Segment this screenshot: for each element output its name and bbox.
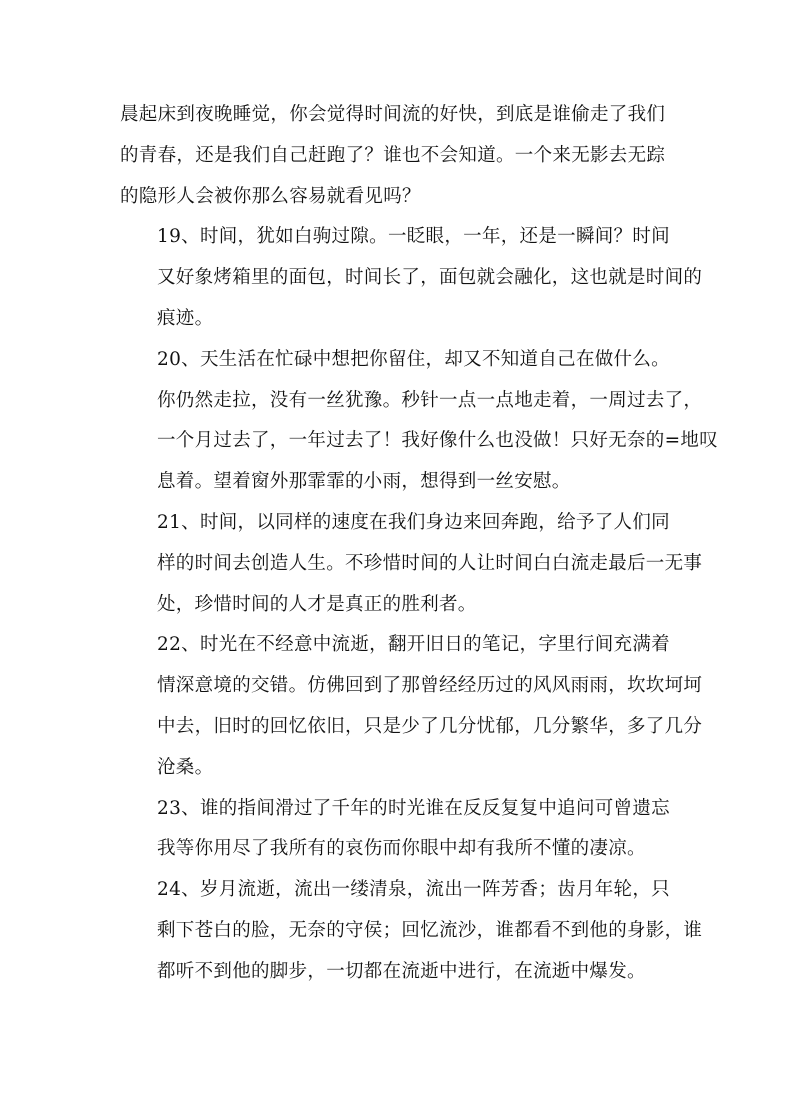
text-line: 痕迹。: [157, 307, 214, 329]
text-line: 剩下苍白的脸，无奈的守侯；回忆流沙，谁都看不到他的身影，谁: [157, 919, 703, 941]
text-line: 处，珍惜时间的人才是真正的胜利者。: [157, 593, 477, 615]
text-line: 22、时光在不经意中流逝，翻开旧日的笔记，字里行间充满着: [157, 634, 670, 656]
paragraph-20: [120, 340, 719, 503]
text-line: 晨起床到夜晚睡觉，你会觉得时间流的好快，到底是谁偷走了我们: [120, 104, 666, 125]
text-line: 情深意境的交错。仿佛回到了那曾经经历过的风风雨雨，坎坎坷坷: [157, 675, 703, 697]
text-line: 24、岁月流逝，流出一缕清泉，流出一阵芳香；齿月年轮，只: [157, 879, 670, 901]
text-line: 20、天生活在忙碌中想把你留住，却又不知道自己在做什么。: [157, 348, 670, 370]
text-line: 我等你用尽了我所有的哀伤而你眼中却有我所不懂的凄凉。: [157, 838, 646, 860]
text-line: 中去，旧时的回忆依旧，只是少了几分忧郁，几分繁华，多了几分: [157, 715, 703, 737]
text-line: 的隐形人会被你那么容易就看见吗？: [120, 185, 421, 207]
paragraph-22: [120, 625, 703, 788]
paragraph-24: [120, 870, 703, 992]
text-line: 息着。望着窗外那霏霏的小雨，想得到一丝安慰。: [157, 471, 571, 493]
text-line: 一个月过去了，一年过去了！我好像什么也没做！只好无奈的=地叹: [157, 430, 719, 452]
text-line: 23、谁的指间滑过了千年的时光谁在反反复复中追问可曾遗忘: [157, 797, 670, 819]
text-line: 19、时间，犹如白驹过隙。一眨眼，一年，还是一瞬间？时间: [157, 226, 670, 248]
paragraph-21: [120, 503, 703, 625]
text-line: 你仍然走拉，没有一丝犹豫。秒针一点一点地走着，一周过去了，: [157, 389, 703, 411]
text-line: 沧桑。: [157, 756, 214, 778]
text-line: 又好象烤箱里的面包，时间长了，面包就会融化，这也就是时间的: [157, 267, 703, 289]
document-body: [120, 95, 719, 993]
text-line: 的青春，还是我们自己赶跑了？谁也不会知道。一个来无影去无踪: [120, 144, 666, 166]
text-line: 样的时间去创造人生。不珍惜时间的人让时间白白流走最后一无事: [157, 552, 703, 574]
paragraph-23: [120, 789, 670, 871]
text-line: 都听不到他的脚步，一切都在流逝中进行，在流逝中爆发。: [157, 960, 646, 982]
paragraph-19: [120, 217, 703, 339]
paragraph-continuation: [120, 95, 670, 217]
text-line: 21、时间，以同样的速度在我们身边来回奔跑，给予了人们同: [157, 511, 670, 533]
